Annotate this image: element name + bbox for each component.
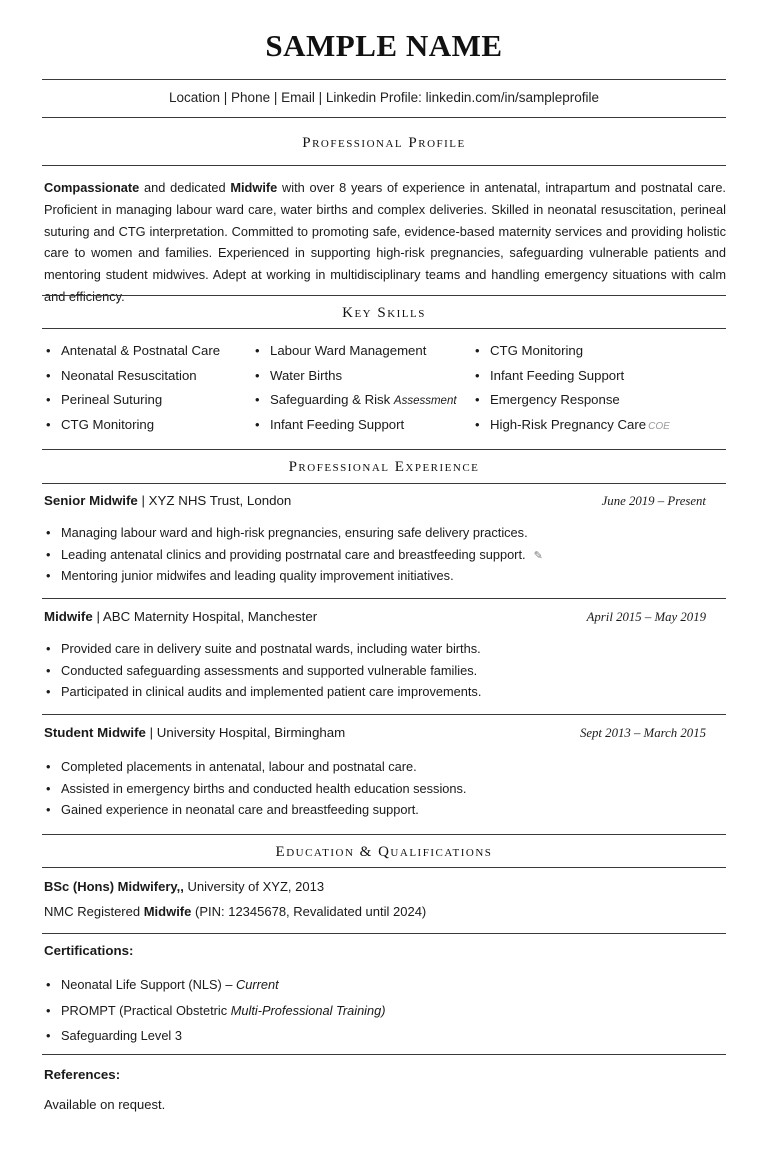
job-bullet: • Conducted safeguarding assessments and supported vulnerable families. bbox=[44, 661, 704, 683]
job-bullets bbox=[44, 757, 704, 822]
section-title-skills: Key Skills bbox=[342, 305, 426, 321]
divider bbox=[42, 933, 726, 934]
skills-column-1 bbox=[44, 341, 220, 439]
profile-summary bbox=[44, 177, 726, 308]
certifications-label: Certifications: bbox=[44, 943, 134, 958]
job-employer: | University Hospital, Birmingham bbox=[145, 725, 346, 740]
divider bbox=[42, 834, 726, 835]
skill-item-text: Safeguarding & Risk bbox=[270, 392, 391, 407]
section-title-profile: Professional Profile bbox=[302, 135, 466, 151]
certification-item bbox=[44, 1026, 704, 1048]
job-bullet: • Assisted in emergency births and conducted health education sessions. bbox=[44, 779, 704, 801]
candidate-name: SAMPLE NAME bbox=[265, 28, 503, 63]
registration-pre: NMC Registered bbox=[44, 904, 144, 919]
registration-role: Midwife bbox=[143, 904, 192, 919]
job-bullets bbox=[44, 523, 704, 588]
certifications-list bbox=[44, 975, 704, 1048]
section-title-experience: Professional Experience bbox=[288, 459, 480, 475]
education-degree bbox=[44, 879, 324, 894]
registration-detail: (PIN: 12345678, Revalidated until 2024) bbox=[191, 904, 427, 919]
divider bbox=[42, 714, 726, 715]
skill-item: • Infant Feeding Support bbox=[253, 415, 457, 440]
references-label: References: bbox=[44, 1067, 121, 1082]
job-bullet: • Participated in clinical audits and implemented patient care improvements. bbox=[44, 682, 704, 704]
job-bullet: • Gained experience in neonatal care and breastfeeding support. bbox=[44, 800, 704, 822]
job-bullet: • Mentoring junior midwifes and leading quality improvement initiatives. bbox=[44, 566, 704, 588]
skill-item: • CTG Monitoring bbox=[44, 415, 220, 440]
section-title-education: Education & Qualifications bbox=[275, 844, 493, 860]
job-bullet: • Managing labour ward and high-risk pregnancies, ensuring safe delivery practices. bbox=[44, 523, 704, 545]
job-bullet bbox=[44, 545, 704, 567]
skill-item: • Emergency Response bbox=[473, 390, 670, 415]
job-role: Senior Midwife bbox=[44, 493, 138, 508]
skill-item-text: High-Risk Pregnancy Care bbox=[490, 416, 647, 432]
degree-detail: University of XYZ, 2013 bbox=[183, 879, 325, 894]
skill-item: • Infant Feeding Support bbox=[473, 366, 670, 391]
pen-icon: ✎ bbox=[533, 549, 543, 562]
job-employer: | XYZ NHS Trust, London bbox=[137, 493, 292, 508]
references-text: Available on request. bbox=[44, 1097, 166, 1112]
contact-line: Location | Phone | Email | Linkedin Profile: linkedin.com/in/sampleprofile bbox=[169, 90, 599, 105]
skill-item: • Perineal Suturing bbox=[44, 390, 220, 415]
education-registration bbox=[44, 904, 426, 919]
skill-item-italic: Assessment bbox=[393, 395, 457, 407]
skill-item: • Water Births bbox=[253, 366, 457, 391]
skill-item-faint-mark: COE bbox=[648, 420, 670, 432]
job-dates: Sept 2013 – March 2015 bbox=[579, 726, 706, 740]
divider bbox=[42, 598, 726, 599]
profile-text: with over 8 years of experience in antenatal, intrapartum and postnatal care. Proficient in managing labour ward care, water births and complex deliveries. Skilled in neonatal resuscitation, perineal suturing and CTG interpretation. Committed to promoting safe, evidence-based maternity services and providing holistic care to women and families. Experienced in supporting high-risk pregnancies, safeguarding vulnerable patients and mentoring student midwives. Adept at working in multidisciplinary teams and handling emergency situations with calm and efficiency. bbox=[44, 180, 726, 304]
job-bullet: • Completed placements in antenatal, labour and postnatal care. bbox=[44, 757, 704, 779]
job-role: Midwife bbox=[44, 609, 93, 624]
job-role: Student Midwife bbox=[44, 725, 146, 740]
certification-text: Neonatal Life Support (NLS) bbox=[61, 977, 222, 992]
skills-column-2 bbox=[253, 341, 457, 439]
divider bbox=[42, 867, 726, 868]
divider bbox=[42, 165, 726, 166]
profile-role-bold: Midwife bbox=[230, 180, 278, 195]
divider bbox=[42, 295, 726, 296]
divider bbox=[42, 79, 726, 80]
skill-item: • CTG Monitoring bbox=[473, 341, 670, 366]
skill-item: • Labour Ward Management bbox=[253, 341, 457, 366]
job-bullets bbox=[44, 639, 704, 704]
skill-item: • Antenatal & Postnatal Care bbox=[44, 341, 220, 366]
skill-item bbox=[253, 390, 457, 415]
certification-text: Safeguarding Level 3 bbox=[61, 1028, 182, 1043]
divider bbox=[42, 117, 726, 118]
profile-lead-text: and dedicated bbox=[139, 180, 231, 195]
certification-item bbox=[44, 1001, 704, 1026]
certification-item bbox=[44, 975, 704, 1001]
job-bullet: • Provided care in delivery suite and postnatal wards, including water births. bbox=[44, 639, 704, 661]
certification-italic: Multi-Professional Training) bbox=[230, 1003, 386, 1018]
certification-text: PROMPT (Practical Obstetric bbox=[61, 1003, 231, 1018]
skills-column-3 bbox=[473, 341, 670, 439]
divider bbox=[42, 449, 726, 450]
job-dates: April 2015 – May 2019 bbox=[586, 610, 706, 624]
job-dates: June 2019 – Present bbox=[601, 494, 706, 508]
profile-lead-bold: Compassionate bbox=[44, 180, 140, 195]
certification-italic: – Current bbox=[221, 977, 279, 992]
job-employer: | ABC Maternity Hospital, Manchester bbox=[92, 609, 318, 624]
divider bbox=[42, 328, 726, 329]
job-bullet-text: Leading antenatal clinics and providing postrnatal care and breastfeeding support. bbox=[61, 546, 526, 562]
divider bbox=[42, 483, 726, 484]
divider bbox=[42, 1054, 726, 1055]
skill-item: • Neonatal Resuscitation bbox=[44, 366, 220, 391]
degree-name: BSc (Hons) Midwifery,, bbox=[44, 879, 184, 894]
skill-item bbox=[473, 415, 670, 440]
